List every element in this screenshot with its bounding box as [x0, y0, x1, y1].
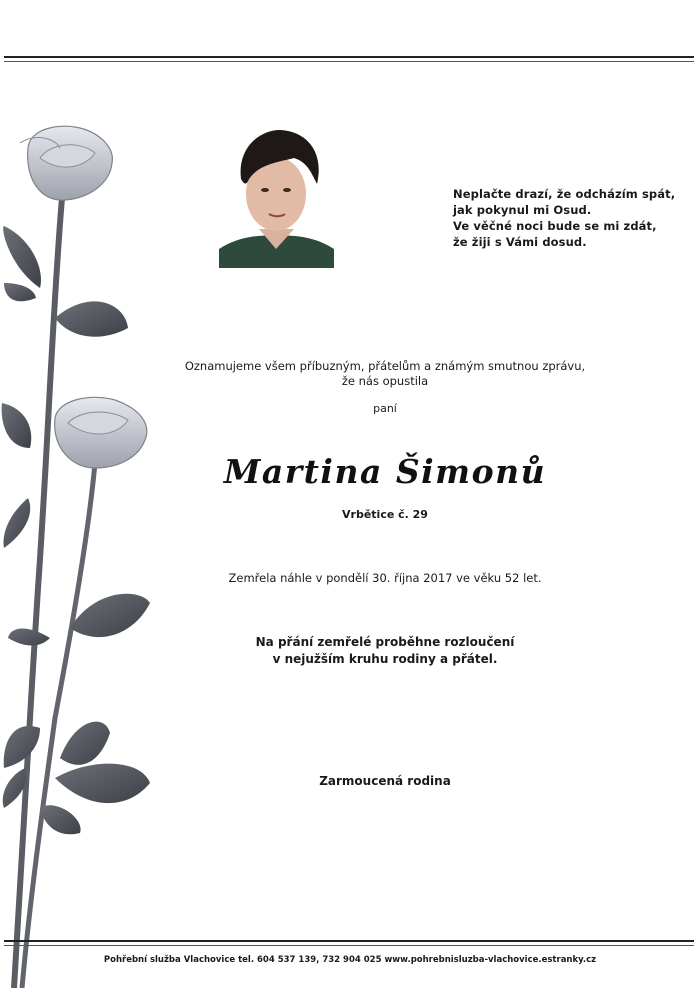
bottom-border-line-thin: [4, 945, 694, 946]
deceased-address: Vrbětice č. 29: [342, 508, 428, 521]
announcement: [170, 359, 600, 389]
title-word: paní: [373, 402, 397, 415]
signature: Zarmoucená rodina: [319, 774, 451, 788]
footer-contact: Pohřební služba Vlachovice tel. 604 537 139, 732 904 025 www.pohrebnisluzba-vlachovice.estranky.cz: [103, 955, 597, 965]
poem: [453, 186, 683, 250]
announcement-line-1: Oznamujeme všem příbuzným, přátelům a známým smutnou zprávu,: [184, 359, 586, 373]
roses-illustration: [0, 118, 170, 988]
poem-line: že žiji s Vámi dosud.: [453, 235, 587, 249]
top-border-line-thin: [4, 61, 694, 62]
bottom-border-line: [4, 940, 694, 942]
farewell-line-2: v nejužším kruhu rodiny a přátel.: [272, 652, 498, 666]
farewell-line-1: Na přání zemřelé proběhne rozloučení: [255, 635, 515, 649]
deceased-name: Martina Šimonů: [223, 452, 547, 491]
poem-line: Ve věčné noci bude se mi zdát,: [453, 219, 657, 233]
portrait-photo: [219, 124, 334, 268]
poem-line: jak pokynul mi Osud.: [453, 203, 592, 217]
announcement-line-2: že nás opustila: [341, 374, 429, 388]
farewell-notice: [170, 634, 600, 668]
poem-line: Neplačte drazí, že odcházím spát,: [453, 187, 676, 201]
top-border-line: [4, 56, 694, 58]
death-notice: Zemřela náhle v pondělí 30. října 2017 ve věku 52 let.: [228, 571, 542, 585]
